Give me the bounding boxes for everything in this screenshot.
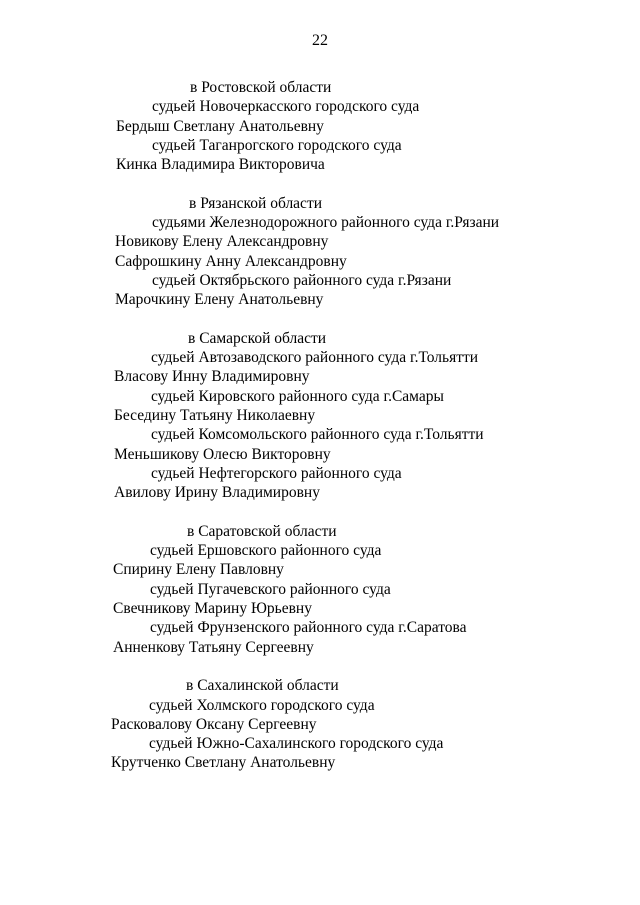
judge-name: Спирину Елену Павловну xyxy=(113,561,284,579)
court-line: судьей Ершовского районного суда xyxy=(150,542,382,560)
court-line: судьей Автозаводского районного суда г.Тольятти xyxy=(151,349,479,367)
region-heading: в Ростовской области xyxy=(190,79,332,96)
judge-name: Меньшикову Олесю Викторовну xyxy=(114,445,331,463)
court-line: судьей Кировского районного суда г.Самары xyxy=(151,387,444,405)
court-line: судьей Таганрогского городского суда xyxy=(152,136,402,154)
court-line: судьями Железнодорожного районного суда г.Рязани xyxy=(152,214,500,232)
court-line: судьей Нефтегорского районного суда xyxy=(151,464,402,482)
region-heading: в Самарской области xyxy=(188,329,327,347)
judge-name: Сафрошкину Анну Александровну xyxy=(115,252,347,270)
judge-name: Анненкову Татьяну Сергеевну xyxy=(113,638,314,656)
region-section xyxy=(0,194,640,310)
region-section xyxy=(0,78,640,174)
court-line: судьей Южно-Сахалинского городского суда xyxy=(149,735,444,753)
judge-name: Кинка Владимира Викторовича xyxy=(116,156,325,174)
document-body xyxy=(0,78,640,792)
court-line: судьей Октябрьского районного суда г.Рязани xyxy=(152,271,452,289)
judge-name: Свечникову Марину Юрьевну xyxy=(113,600,312,618)
judge-name: Крутченко Светлану Анатольевну xyxy=(111,754,336,772)
region-section xyxy=(0,329,640,503)
region-section xyxy=(0,522,640,657)
region-heading: в Сахалинской области xyxy=(186,677,339,695)
court-line: судьей Фрунзенского районного суда г.Саратова xyxy=(150,619,467,637)
judge-name: Бердыш Светлану Анатольевну xyxy=(116,117,324,135)
region-section xyxy=(0,676,640,772)
page-number: 22 xyxy=(312,32,328,49)
judge-name: Власову Инну Владимировну xyxy=(114,368,310,386)
judge-name: Расковалову Оксану Сергеевну xyxy=(111,715,317,733)
court-line: судьей Новочеркасского городского суда xyxy=(152,98,420,116)
judge-name: Бесединy Татьяну Николаевну xyxy=(114,407,316,425)
judge-name: Марочкину Елену Анатольевну xyxy=(115,291,324,309)
judge-name: Авилову Ирину Владимировну xyxy=(114,484,320,502)
judge-name: Новикову Елену Александровну xyxy=(115,233,329,251)
region-heading: в Рязанской области xyxy=(189,194,323,212)
court-line: судьей Комсомольского районного суда г.Тольятти xyxy=(151,426,484,444)
region-heading: в Саратовской области xyxy=(187,522,337,540)
court-line: судьей Холмского городского суда xyxy=(149,696,375,714)
court-line: судьей Пугачевского районного суда xyxy=(150,580,391,598)
